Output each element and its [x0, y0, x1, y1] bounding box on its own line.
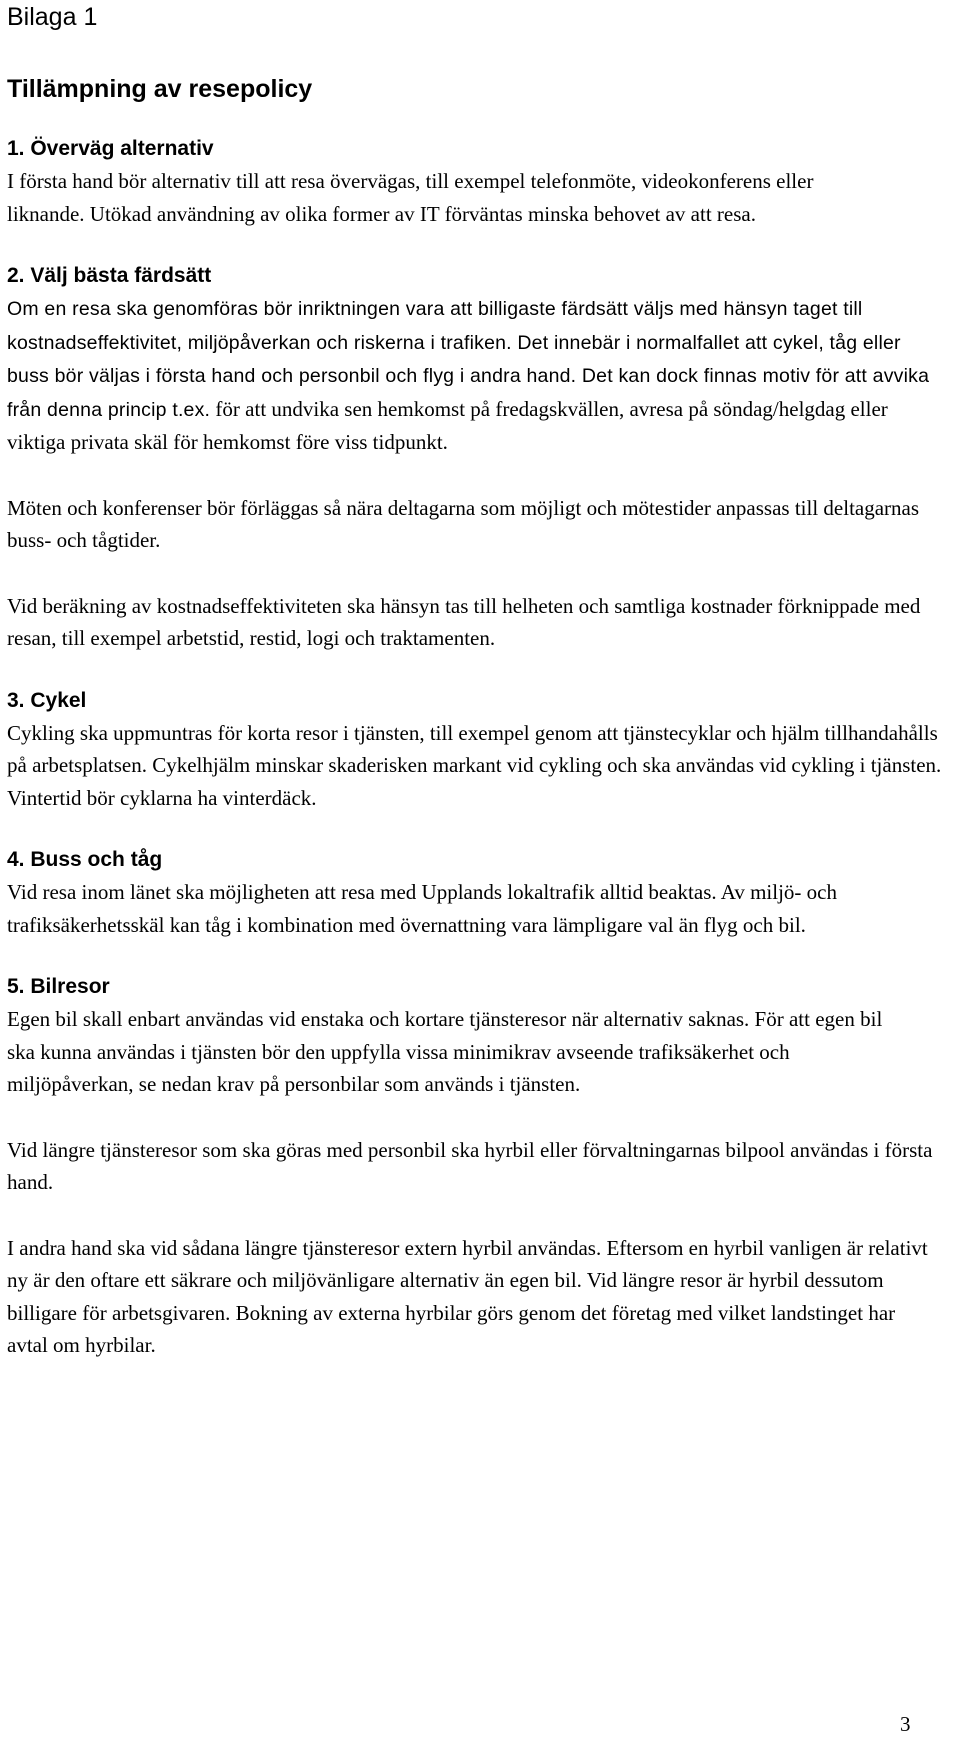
- section-4-heading: 4. Buss och tåg: [7, 848, 163, 871]
- section-2-heading: 2. Välj bästa färdsätt: [7, 264, 212, 287]
- section-3-heading: 3. Cykel: [7, 688, 87, 712]
- section-5-paragraph-1: Egen bil skall enbart användas vid enstaka och kortare tjänsteresor när alternativ saknas. För att egen bil ska kunna användas i tjänsten bör den uppfylla vissa minimikrav avseende trafiksäkerhet och miljöpåverkan, se nedan krav på personbilar som används i tjänsten.: [7, 1007, 883, 1096]
- appendix-label: Bilaga 1: [7, 3, 98, 31]
- section-5-heading: 5. Bilresor: [7, 975, 110, 998]
- page-number: 3: [900, 1712, 911, 1736]
- document-title: Tillämpning av resepolicy: [7, 75, 313, 103]
- section-2-paragraph-1: [7, 292, 937, 459]
- document-body: [7, 0, 947, 1362]
- section-2-paragraph-1-sans-part: Om en resa ska genomföras bör inriktningen vara att billigaste färdsätt väljs med hänsyn taget till kostnadseffektivitet, miljöpåverkan och riskerna i trafiken. Det innebär i normalfallet att cykel, tåg eller buss bör väljas i första hand och personbil och flyg i andra hand. Det kan dock finnas motiv för att avvika från denna princip t.ex.: [7, 298, 930, 421]
- section-5-paragraph-2: Vid längre tjänsteresor som ska göras med personbil ska hyrbil eller förvaltningarnas bilpool användas i första hand.: [7, 1137, 933, 1194]
- section-3-paragraph: Cykling ska uppmuntras för korta resor i tjänsten, till exempel genom att tjänstecyklar och hjälm tillhandahålls på arbetsplatsen. Cykelhjälm minskar skaderisken markant vid cykling och ska användas vid cykling i tjänsten. Vintertid bör cyklarna ha vinterdäck.: [7, 720, 942, 810]
- section-1-paragraph: I första hand bör alternativ till att resa övervägas, till exempel telefonmöte, videokonferens eller liknande. Utökad användning av olika former av IT förväntas minska behovet av att resa.: [7, 169, 814, 226]
- section-2-paragraph-3: Vid beräkning av kostnadseffektiviteten ska hänsyn tas till helheten och samtliga kostnader förknippade med resan, till exempel arbetstid, restid, logi och traktamenten.: [7, 593, 921, 650]
- section-4-paragraph: Vid resa inom länet ska möjligheten att resa med Upplands lokaltrafik alltid beaktas. Av miljö- och trafiksäkerhetsskäl kan tåg i kombination med övernattning vara lämpligare val än flyg och bil.: [7, 880, 837, 937]
- section-2-paragraph-2: Möten och konferenser bör förläggas så nära deltagarna som möjligt och mötestider anpassas till deltagarnas buss- och tågtider.: [7, 495, 920, 552]
- section-1-heading: 1. Överväg alternativ: [7, 137, 214, 160]
- section-5-paragraph-3: I andra hand ska vid sådana längre tjänsteresor extern hyrbil användas. Eftersom en hyrbil vanligen är relativt ny är den oftare ett säkrare och miljövänligare alternativ än egen bil. Vid längre resor är hyrbil dessutom billigare för arbetsgivaren. Bokning av externa hyrbilar görs genom det företag med vilket landstinget har avtal om hyrbilar.: [7, 1235, 928, 1357]
- section-2-paragraph-1-serif-part: för att undvika sen hemkomst på fredagskvällen, avresa på söndag/helgdag eller viktiga privata skäl för hemkomst före viss tidpunkt.: [7, 396, 888, 454]
